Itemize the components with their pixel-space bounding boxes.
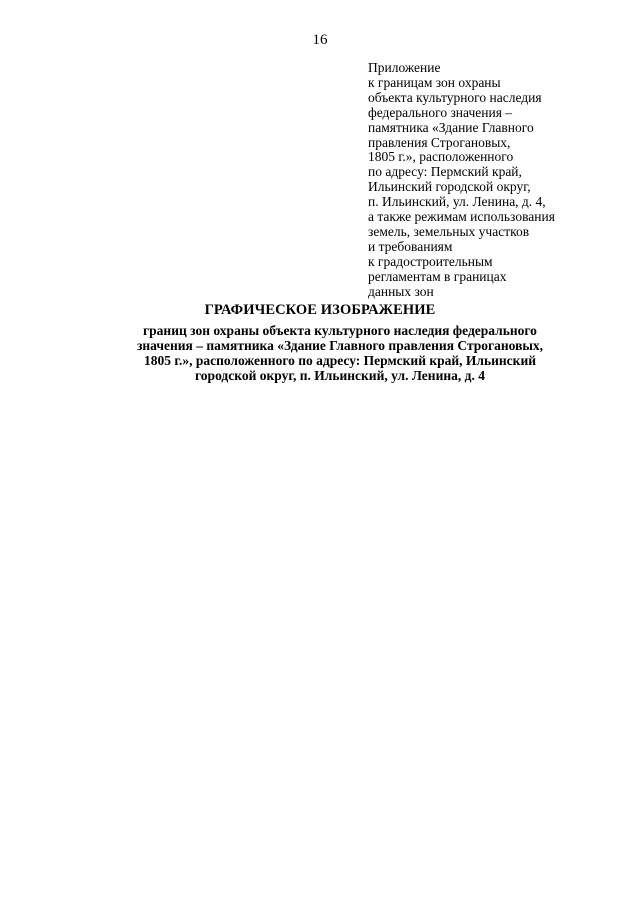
appendix-line: по адресу: Пермский край, [368,164,522,180]
subtitle-line: границ зон охраны объекта культурного наследия федерального [143,323,537,338]
appendix-line: земель, земельных участков [368,223,530,239]
appendix-line: объекта культурного наследия [368,89,542,105]
appendix-line: к границам зон охраны [368,74,501,90]
document-title: ГРАФИЧЕСКОЕ ИЗОБРАЖЕНИЕ [204,302,436,318]
appendix-line: Приложение [368,60,441,75]
appendix-line: Ильинский городской округ, [368,179,531,195]
subtitle-line: 1805 г.», расположенного по адресу: Пермский край, Ильинский [143,352,537,368]
appendix-line: 1805 г.», расположенного [368,149,514,165]
subtitle-line: городской округ, п. Ильинский, ул. Ленина, д. 4 [195,367,485,383]
appendix-line: к градостроительным [368,253,493,269]
appendix-line: и требованиям [368,238,453,254]
appendix-line: памятника «Здание Главного [368,119,534,135]
appendix-line: федерального значения – [368,104,513,120]
appendix-block [368,61,598,300]
appendix-line: данных зон [368,283,434,299]
subtitle-line: значения – памятника «Здание Главного правления Строгановых, [136,337,544,353]
appendix-line: а также режимам использования [368,209,555,225]
page-number: 16 [312,32,328,48]
appendix-line: регламентам в границах [368,268,507,284]
appendix-line: правления Строгановых, [368,134,511,150]
document-subtitle [0,324,640,384]
appendix-line: п. Ильинский, ул. Ленина, д. 4, [368,194,546,210]
